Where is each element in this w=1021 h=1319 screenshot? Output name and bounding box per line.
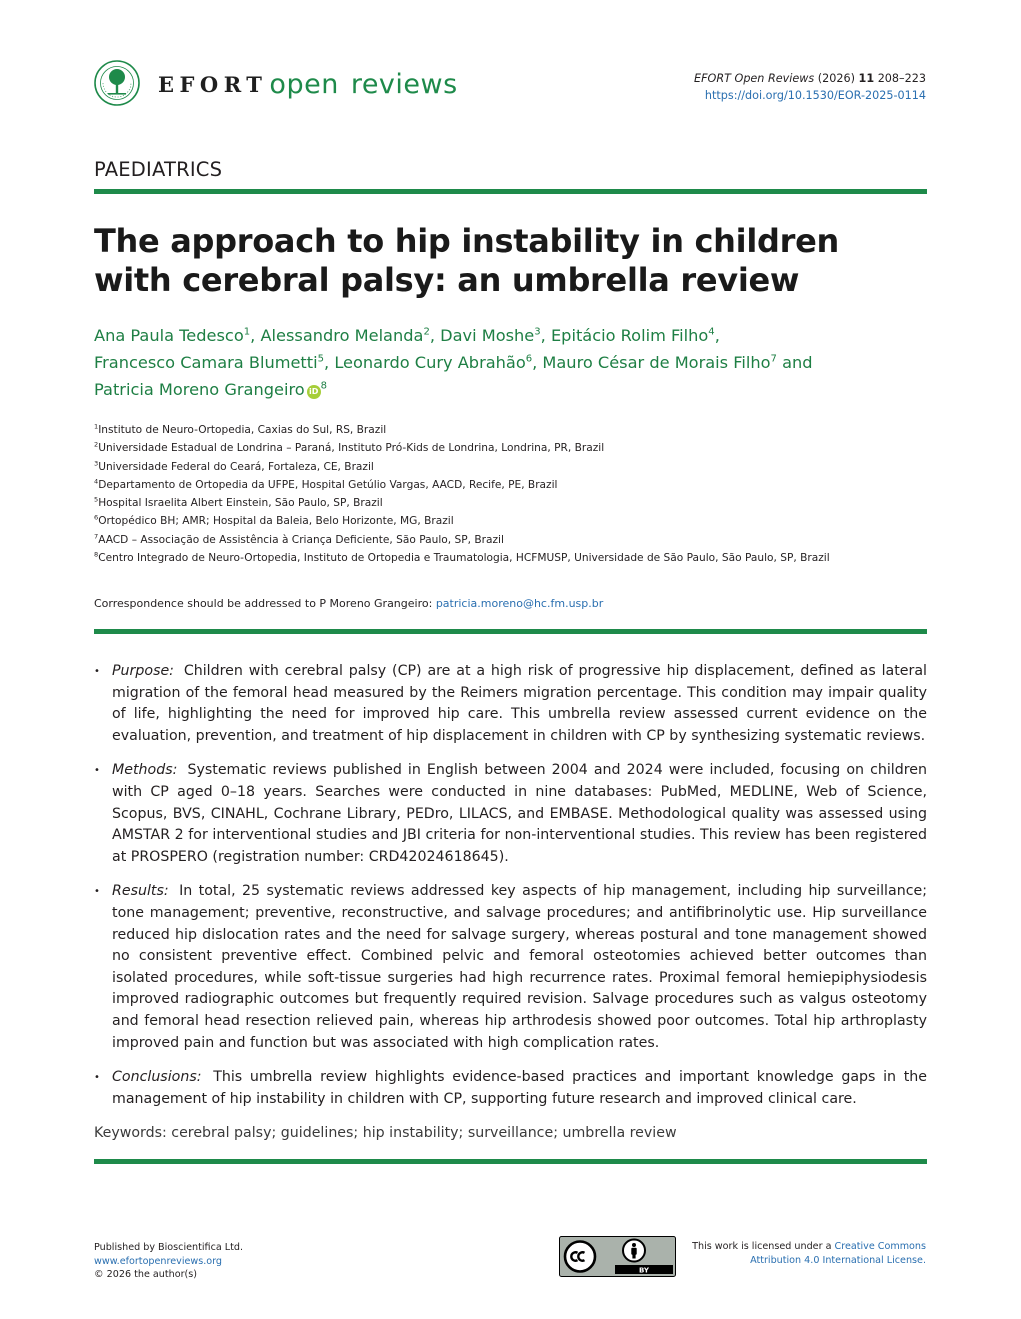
author-name[interactable]: Leonardo Cury Abrahão — [334, 353, 526, 372]
wordmark-efort: EFORT — [158, 71, 268, 97]
journal-wordmark — [158, 64, 458, 104]
affiliation-text: Universidade Estadual de Londrina – Paraná, Instituto Pró-Kids de Londrina, Londrina, PR, Brazil — [98, 442, 605, 455]
abstract-conclusions — [94, 1067, 927, 1110]
license-line-1 — [692, 1240, 926, 1254]
abstract-label: Conclusions: — [112, 1069, 202, 1086]
author-list: Ana Paula Tedesco$^1$, Alessandro Melanda$^2$, Davi Moshe$^3$, Epitácio Rolim Filho$^4$, Francesco Camara Blumetti$^5$, Leonardo Cury Abrahão$^6$, Mauro César de Morais Filho$^7$ and Patricia Moreno Grangeiro iD $^8$ — [94, 326, 813, 399]
license-prefix: This work is licensed under a — [692, 1241, 832, 1252]
publisher-info — [94, 1241, 243, 1282]
journal-year: (2026) — [817, 72, 855, 85]
title-line-2: with cerebral palsy: an umbrella review — [94, 261, 800, 299]
journal-volume: 11 — [858, 72, 875, 85]
title-line-1: The approach to hip instability in children — [94, 222, 839, 260]
section-rule — [94, 189, 927, 194]
author-affiliation-ref: 6 — [525, 353, 533, 365]
author-name[interactable]: Ana Paula Tedesco — [94, 326, 244, 345]
section-label: PAEDIATRICS — [94, 158, 223, 181]
affiliation-text: Instituto de Neuro-Ortopedia, Caxias do Sul, RS, Brazil — [98, 424, 387, 436]
author-affiliation-ref: 1 — [243, 326, 251, 338]
keywords: Keywords: cerebral palsy; guidelines; hip instability; surveillance; umbrella review — [94, 1125, 677, 1141]
author-affiliation-ref: 5 — [317, 353, 325, 365]
abstract-text: Systematic reviews published in English between 2004 and 2024 were included, focusing on children with CP aged 0–18 years. Searches were conducted in nine databases: PubMed, MEDLINE, Web of Science, Scopus, BVS, CINAHL, Cochrane Library, PEDro, LILACS, and EMBASE. Methodological quality was assessed using AMSTAR 2 for interventional studies and JBI criteria for non-interventional studies. This review has been registered at PROSPERO (registration number: CRD42024618645). — [112, 762, 927, 865]
author-name[interactable]: Epitácio Rolim Filho — [550, 326, 709, 345]
orcid-icon[interactable]: iD — [307, 385, 321, 399]
abstract-bottom-rule — [94, 1159, 927, 1164]
affiliation-text: Departamento de Ortopedia da UFPE, Hospital Getúlio Vargas, AACD, Recife, PE, Brazil — [98, 478, 558, 491]
affiliation-item — [94, 439, 927, 457]
bullet-icon: • — [94, 765, 100, 777]
abstract-text: This umbrella review highlights evidence-based practices and important knowledge gaps in the management of hip instability in children with CP, supporting future research and improved clinical care. — [112, 1069, 927, 1107]
wordmark-reviews: reviews — [350, 68, 458, 100]
citation-line — [694, 70, 926, 87]
affiliation-text: AACD – Associação de Assistência à Criança Deficiente, São Paulo, SP, Brazil — [98, 533, 504, 546]
author-name[interactable]: Mauro César de Morais Filho — [542, 353, 771, 372]
abstract-text: In total, 25 systematic reviews addressed key aspects of hip management, including hip surveillance; tone management; preventive, reconstructive, and salvage procedures; and antifibrinolytic use. Hip surveillance reduced hip dislocation rates and the need for salvage surgery, whereas postural and tone management showed no consistent preventive effect. Combined pelvic and femoral osteotomies achieved better outcomes than isolated procedures, while soft-tissue surgeries had high recurrence rates. Proximal femoral hemiepiphysiodesis improved radiographic outcomes but frequently required revision. Salvage procedures such as valgus osteotomy and femoral head resection relieved pain, whereas hip arthrodesis showed poor outcomes. Total hip arthroplasty improved pain and function but was associated with high complication rates. — [112, 883, 927, 1051]
bullet-icon: • — [94, 666, 100, 677]
abstract-results — [94, 881, 927, 1054]
affiliation-list — [94, 421, 927, 567]
abstract-top-rule — [94, 629, 927, 634]
abstract-label: Results: — [112, 883, 169, 900]
copyright-notice: © 2026 the author(s) — [94, 1269, 198, 1280]
abstract — [94, 661, 927, 1123]
author-affiliation-ref: 7 — [770, 353, 777, 365]
wordmark-open: open — [269, 68, 339, 100]
affiliation-text: Universidade Federal do Ceará, Fortaleza, CE, Brazil — [98, 460, 374, 473]
correspondence-email-link[interactable]: patricia.moreno@hc.fm.usp.br — [435, 597, 604, 610]
affiliation-number: 5 — [94, 495, 99, 504]
author-name[interactable]: Alessandro Melanda — [260, 326, 424, 345]
publisher-name: Published by Bioscientifica Ltd. — [94, 1242, 244, 1253]
affiliation-item — [94, 512, 927, 530]
affiliation-item — [94, 531, 927, 549]
author-affiliation-ref: 3 — [534, 326, 541, 338]
affiliation-number: 8 — [94, 550, 99, 559]
license-link[interactable]: Creative Commons — [834, 1241, 926, 1252]
affiliation-item — [94, 549, 927, 567]
author-affiliation-ref: 4 — [708, 326, 715, 338]
affiliation-number: 3 — [94, 459, 99, 468]
affiliation-item — [94, 421, 927, 439]
cc-by-license-badge[interactable] — [559, 1236, 676, 1277]
affiliation-item — [94, 494, 927, 512]
author-affiliation-ref: 8 — [320, 380, 328, 392]
affiliation-number: 2 — [94, 440, 99, 449]
correspondence — [94, 597, 603, 610]
abstract-label: Methods: — [112, 762, 178, 779]
journal-name: EFORT Open Reviews — [694, 72, 815, 85]
affiliation-text: Centro Integrado de Neuro-Ortopedia, Instituto de Ortopedia e Traumatologia, HCFMUSP, Universidade de São Paulo, São Paulo, SP, Brazil — [98, 552, 830, 565]
license-link-continued[interactable]: Attribution 4.0 International License. — [750, 1255, 926, 1266]
bullet-icon: • — [94, 1072, 100, 1084]
author-name[interactable]: Patricia Moreno Grangeiro — [94, 380, 305, 399]
journal-website-link[interactable]: www.efortopenreviews.org — [94, 1255, 223, 1267]
cc-badge-label: BY — [638, 1266, 650, 1275]
affiliation-number: 1 — [94, 422, 99, 431]
bullet-icon: • — [94, 886, 100, 898]
abstract-label: Purpose: — [112, 663, 174, 679]
author-conjunction: and — [782, 353, 813, 372]
affiliation-item — [94, 458, 927, 476]
correspondence-text: Correspondence should be addressed to P Moreno Grangeiro: — [94, 597, 433, 610]
efort-seal-logo — [94, 60, 140, 106]
abstract-methods — [94, 760, 927, 868]
author-name[interactable]: Davi Moshe — [440, 326, 535, 345]
author-affiliation-ref: 2 — [423, 326, 430, 338]
abstract-purpose — [94, 661, 927, 747]
doi-link[interactable]: https://doi.org/10.1530/EOR-2025-0114 — [704, 89, 926, 102]
affiliation-item — [94, 476, 927, 494]
affiliation-number: 6 — [94, 513, 99, 522]
license-statement — [692, 1240, 926, 1268]
affiliation-number: 4 — [94, 477, 99, 486]
article-title — [94, 222, 927, 300]
affiliation-number: 7 — [94, 532, 99, 541]
journal-citation — [694, 70, 926, 104]
abstract-text: Children with cerebral palsy (CP) are at a high risk of progressive hip displacement, defined as lateral migration of the femoral head measured by the Reimers migration percentage. This condition may impair quality of life, highlighting the need for improved hip care. This umbrella review assessed current evidence on the evaluation, prevention, and treatment of hip displacement in children with CP by synthesizing systematic reviews. — [112, 663, 927, 744]
author-name[interactable]: Francesco Camara Blumetti — [94, 353, 318, 372]
journal-pages: 208–223 — [877, 72, 926, 85]
affiliation-text: Ortopédico BH; AMR; Hospital da Baleia, Belo Horizonte, MG, Brazil — [98, 515, 454, 528]
affiliation-text: Hospital Israelita Albert Einstein, São Paulo, SP, Brazil — [98, 497, 383, 510]
